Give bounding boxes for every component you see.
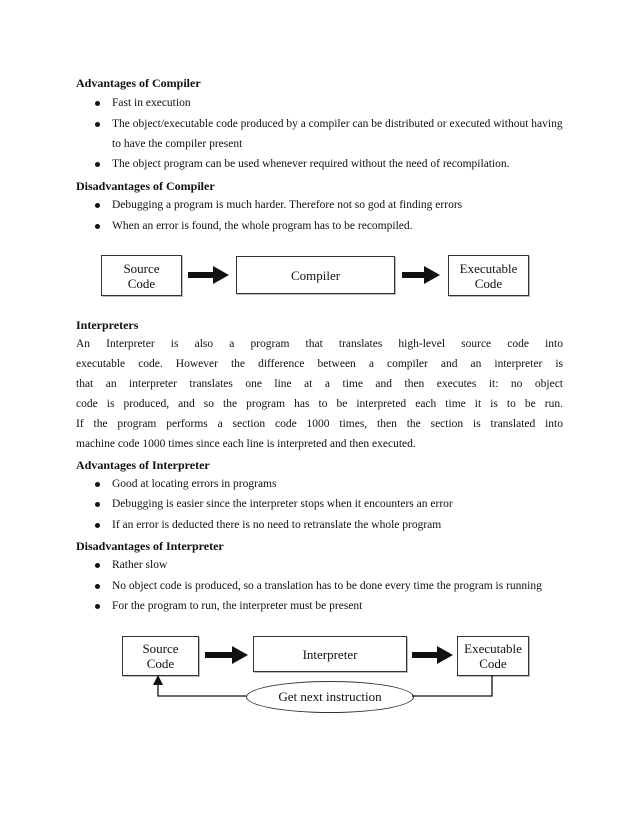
diagram-compiler-box: Compiler <box>236 256 395 294</box>
list-item: Debugging is easier since the interpreter stops when it encounters an error <box>112 494 572 514</box>
list-item: For the program to run, the interpreter must be present <box>112 596 572 616</box>
list-item: Fast in execution <box>112 93 572 113</box>
heading-disadvantages-compiler: Disadvantages of Compiler <box>76 179 215 193</box>
interpreters-paragraph: An Interpreter is also a program that translates high-level source code into executable code. However the difference between a compiler and an interpreter is that an interpreter translates one line at a time and then executes it: no object code is produced, and so the program has to be interpreted each time it is to be run. If the program performs a section code 1000 times, then the section is translated into machine code 1000 times since each line is interpreted and then executed. <box>76 338 563 450</box>
arrow-right-icon <box>205 646 248 664</box>
list-item: Debugging a program is much harder. Therefore not so god at finding errors <box>112 195 572 215</box>
list-item: Good at locating errors in programs <box>112 474 572 494</box>
diagram-executable-code-box-2: Executable Code <box>457 636 529 676</box>
diagram-executable-code-box: Executable Code <box>448 255 529 296</box>
loop-arrow-icon <box>153 675 492 696</box>
list-item: Rather slow <box>112 555 572 575</box>
heading-disadvantages-interpreter: Disadvantages of Interpreter <box>76 539 224 553</box>
heading-advantages-interpreter: Advantages of Interpreter <box>76 458 210 472</box>
list-item: When an error is found, the whole program has to be recompiled. <box>112 216 572 236</box>
diagram-next-instruction-oval: Get next instruction <box>246 681 414 713</box>
list-item: If an error is deducted there is no need to retranslate the whole program <box>112 515 572 535</box>
heading-interpreters: Interpreters <box>76 318 139 332</box>
diagram-interpreter-box: Interpreter <box>253 636 407 672</box>
heading-advantages-compiler: Advantages of Compiler <box>76 76 201 90</box>
list-item: The object program can be used whenever required without the need of recompilation. <box>112 154 572 174</box>
diagram-source-code-box: Source Code <box>101 255 182 296</box>
diagram-source-code-box-2: Source Code <box>122 636 199 676</box>
list-item: The object/executable code produced by a compiler can be distributed or executed without having to have the compiler present <box>112 114 572 154</box>
list-item: No object code is produced, so a translation has to be done every time the program is running <box>112 576 572 596</box>
arrow-right-icon <box>412 646 453 664</box>
